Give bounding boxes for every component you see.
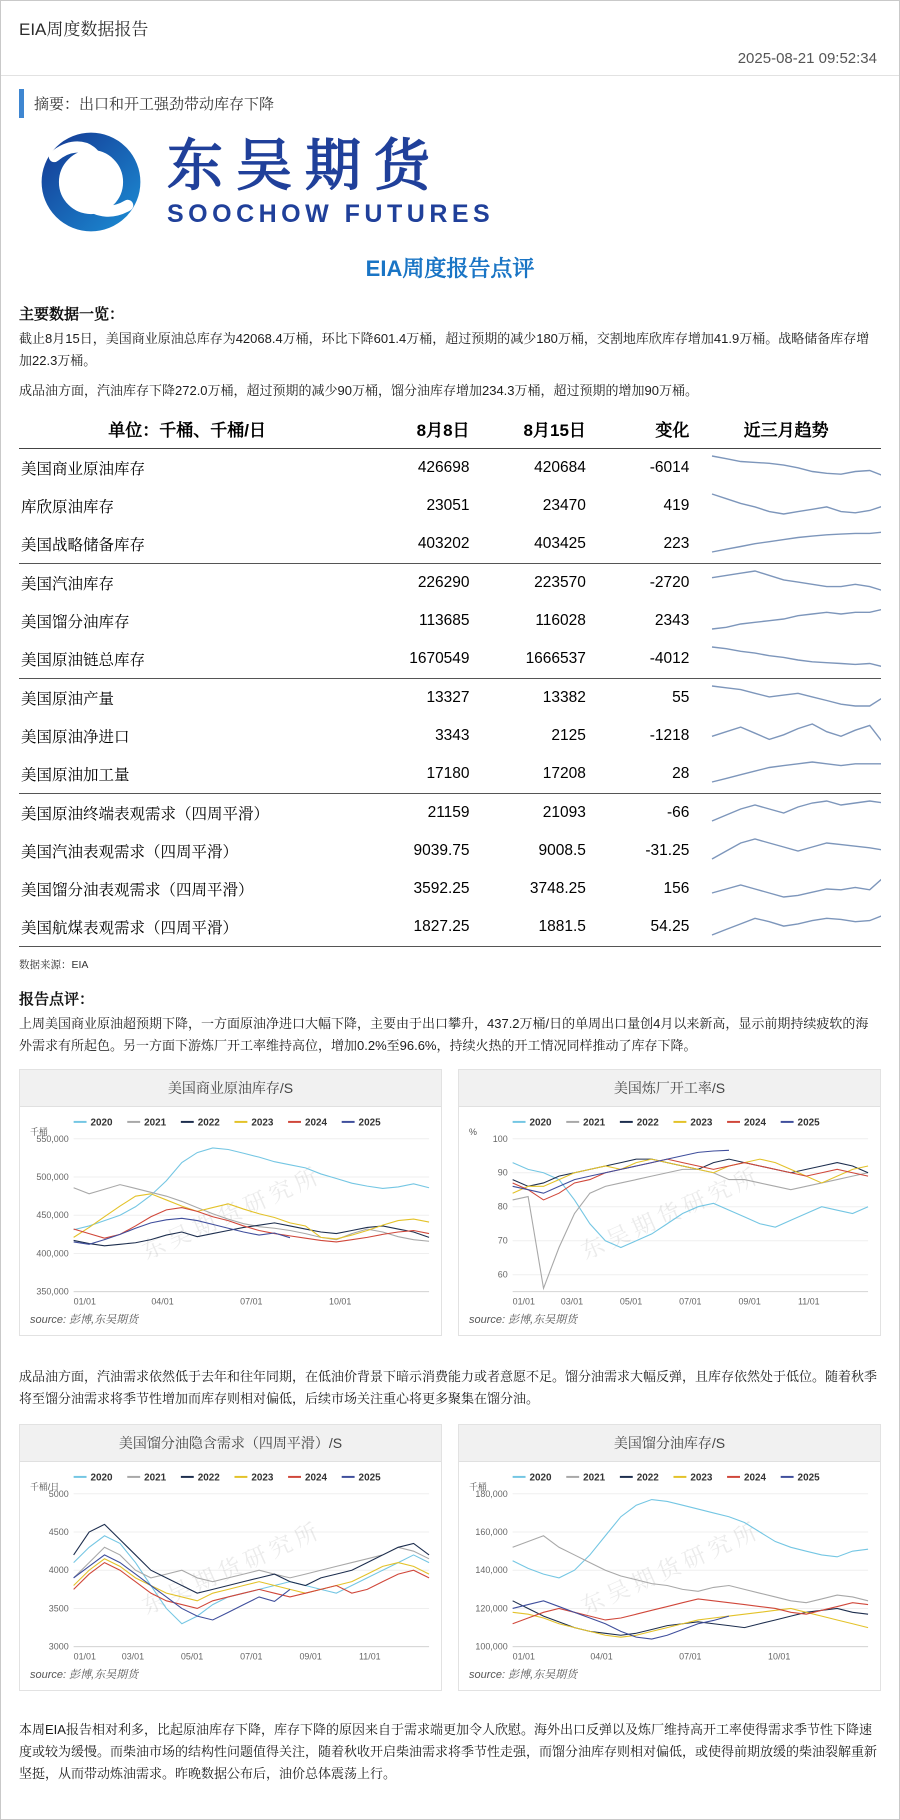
value-change: -31.25 — [645, 842, 690, 860]
value-aug8: 403202 — [355, 525, 471, 564]
chart-title-crude-inventory: 美国商业原油库存/S — [20, 1070, 441, 1107]
value-change: 419 — [663, 497, 690, 515]
value-aug15: 403425 — [472, 525, 588, 564]
svg-text:04/01: 04/01 — [590, 1651, 613, 1662]
value-aug8: 1827.25 — [355, 908, 471, 947]
svg-text:03/01: 03/01 — [560, 1297, 584, 1308]
value-aug15: 9008.5 — [538, 842, 586, 860]
value-change: -1218 — [649, 727, 690, 745]
svg-text:2023: 2023 — [690, 1117, 713, 1129]
col-header-change: 变化 — [588, 412, 691, 449]
svg-text:东吴期货研究所: 东吴期货研究所 — [576, 1161, 766, 1265]
table-row — [19, 679, 881, 718]
svg-text:100: 100 — [492, 1134, 508, 1145]
data-table-body — [19, 449, 881, 947]
row-label: 美国馏分油库存 — [21, 614, 130, 632]
svg-text:450,000: 450,000 — [36, 1210, 69, 1221]
svg-text:2022: 2022 — [636, 1472, 659, 1484]
logo-chinese-name: 东吴期货 — [167, 134, 443, 198]
chart-card-crude-inventory — [19, 1069, 442, 1336]
svg-text:500,000: 500,000 — [36, 1172, 69, 1183]
svg-text:2020: 2020 — [529, 1472, 552, 1484]
logo-english-name: SOOCHOW FUTURES — [167, 199, 495, 228]
svg-text:东吴期货研究所: 东吴期货研究所 — [137, 1161, 327, 1265]
page-title: EIA周度数据报告 — [19, 20, 149, 39]
svg-text:07/01: 07/01 — [240, 1651, 263, 1662]
chart-title-distillate-demand: 美国馏分油隐含需求（四周平滑）/S — [20, 1425, 441, 1462]
svg-text:东吴期货研究所: 东吴期货研究所 — [137, 1516, 327, 1620]
trend-sparkline — [691, 755, 881, 794]
table-row — [19, 755, 881, 794]
svg-text:千桶: 千桶 — [468, 1482, 487, 1493]
value-aug15: 420684 — [534, 459, 586, 477]
svg-text:01/01: 01/01 — [512, 1651, 535, 1662]
page-header — [1, 1, 899, 76]
mid-paragraph: 成品油方面，汽油需求依然低于去年和往年同期，在低油价背景下暗示消费能力或者意愿不足。馏分油需求大幅反弹，且库存依然处于低位。随着秋季将至馏分油需求将季节性增加而库存则相对偏低，后续市场关注重心将更多聚集在馏分油。 — [19, 1369, 878, 1407]
value-aug8: 21159 — [427, 804, 470, 822]
svg-text:11/01: 11/01 — [797, 1297, 820, 1308]
value-aug15: 1881.5 — [472, 908, 588, 947]
chart-title-refinery-utilization: 美国炼厂开工率/S — [459, 1070, 880, 1107]
row-label: 美国商业原油库存 — [21, 461, 146, 479]
svg-text:2025: 2025 — [358, 1117, 381, 1129]
svg-text:05/01: 05/01 — [180, 1651, 204, 1662]
value-aug8: 9039.75 — [413, 842, 470, 860]
svg-text:2023: 2023 — [251, 1472, 274, 1484]
value-aug15: 17208 — [472, 755, 588, 794]
data-source-note: 数据来源：EIA — [19, 959, 89, 972]
svg-text:180,000: 180,000 — [475, 1488, 508, 1499]
svg-text:2021: 2021 — [144, 1472, 167, 1484]
value-aug8: 113685 — [418, 612, 470, 630]
chart-source: source: 彭博,东吴期货 — [469, 1314, 578, 1327]
trend-sparkline — [691, 602, 881, 640]
svg-text:4500: 4500 — [48, 1527, 69, 1538]
value-aug15: 3748.25 — [529, 880, 586, 898]
trend-sparkline — [691, 640, 881, 679]
svg-text:2023: 2023 — [251, 1117, 274, 1129]
table-row — [19, 449, 881, 488]
trend-sparkline — [691, 679, 881, 718]
value-change: 54.25 — [588, 908, 691, 947]
svg-text:01/01: 01/01 — [73, 1297, 96, 1308]
charts-row-1 — [19, 1069, 881, 1336]
trend-sparkline — [691, 564, 881, 603]
svg-text:160,000: 160,000 — [475, 1527, 508, 1538]
svg-text:550,000: 550,000 — [36, 1134, 69, 1145]
svg-text:千桶: 千桶 — [29, 1127, 48, 1138]
value-change: 28 — [588, 755, 691, 794]
value-aug15: 1666537 — [472, 640, 588, 679]
svg-text:2021: 2021 — [583, 1117, 606, 1129]
chart-card-refinery-utilization — [458, 1069, 881, 1336]
svg-text:07/01: 07/01 — [679, 1651, 702, 1662]
svg-text:3000: 3000 — [48, 1641, 69, 1652]
value-aug15: 23470 — [542, 497, 586, 515]
svg-text:04/01: 04/01 — [151, 1297, 174, 1308]
table-row — [19, 794, 881, 833]
comment-section-title: 报告点评： — [19, 991, 95, 1009]
svg-text:01/01: 01/01 — [512, 1297, 535, 1308]
svg-text:2023: 2023 — [690, 1472, 713, 1484]
svg-text:5000: 5000 — [48, 1488, 69, 1499]
value-change: 55 — [672, 689, 690, 707]
chart-source: source: 彭博,东吴期货 — [30, 1668, 139, 1681]
summary-text: 摘要：出口和开工强劲带动库存下降 — [34, 96, 275, 113]
col-header-aug8: 8月8日 — [355, 412, 471, 449]
svg-text:2024: 2024 — [743, 1472, 767, 1484]
row-label: 美国航煤表观需求（四周平滑） — [19, 908, 355, 947]
svg-text:千桶/日: 千桶/日 — [29, 1482, 60, 1493]
row-label: 美国原油加工量 — [19, 755, 355, 794]
svg-text:11/01: 11/01 — [358, 1651, 381, 1662]
eia-data-table — [19, 412, 881, 947]
svg-text:4000: 4000 — [48, 1565, 69, 1576]
value-change: -66 — [666, 804, 690, 822]
svg-text:2020: 2020 — [529, 1117, 552, 1129]
row-label: 库欣原油库存 — [21, 499, 115, 517]
svg-text:350,000: 350,000 — [36, 1287, 69, 1298]
table-row — [19, 717, 881, 755]
value-aug15: 2125 — [551, 727, 586, 745]
svg-text:07/01: 07/01 — [240, 1297, 263, 1308]
comment-paragraph: 上周美国商业原油超预期下降，一方面原油净进口大幅下降，主要由于出口攀升，437.2万桶/日的单周出口量创4月以来新高，显示前期持续疲软的海外需求有所起色。另一方面下游炼厂开工率维持高位，增加0.2%至96.6%，持续火热的开工情况同样推动了库存下降。 — [19, 1016, 869, 1054]
table-row — [19, 870, 881, 908]
row-label: 美国馏分油表观需求（四周平滑） — [21, 882, 254, 900]
svg-text:09/01: 09/01 — [738, 1297, 761, 1308]
svg-text:2025: 2025 — [797, 1117, 820, 1129]
svg-text:2024: 2024 — [304, 1472, 328, 1484]
value-change: -6014 — [649, 459, 690, 477]
row-label: 美国原油终端表观需求（四周平滑） — [21, 806, 270, 824]
trend-sparkline — [691, 832, 881, 870]
row-label: 美国汽油库存 — [21, 576, 115, 594]
chart-source: source: 彭博,东吴期货 — [469, 1668, 578, 1681]
value-aug8: 3343 — [435, 727, 470, 745]
table-row — [19, 908, 881, 947]
svg-text:80: 80 — [497, 1202, 508, 1213]
svg-text:100,000: 100,000 — [475, 1641, 508, 1652]
trend-sparkline — [691, 525, 881, 564]
value-aug8: 23051 — [426, 497, 470, 515]
col-header-unit: 单位：千桶、千桶/日 — [19, 412, 355, 449]
value-aug8: 17180 — [355, 755, 471, 794]
value-change: -2720 — [649, 574, 690, 592]
report-timestamp: 2025-08-21 09:52:34 — [737, 50, 877, 67]
table-header-row — [19, 412, 881, 449]
soochow-logo-icon — [27, 126, 155, 238]
svg-text:07/01: 07/01 — [679, 1297, 702, 1308]
svg-text:3500: 3500 — [48, 1603, 69, 1614]
final-paragraph: 本周EIA报告相对利多，比起原油库存下降，库存下降的原因来自于需求端更加令人欣慰。海外出口反弹以及炼厂维持高开工率使得需求季节性下降速度或较为缓慢。而柴油市场的结构性问题值得关注，随着秋收开启柴油需求将季节性走强，而馏分油库存则相对偏低，或使得前期放缓的柴油裂解重新坚挺，从而带动炼油需求。昨晚数据公布后，油价总体震荡上行。 — [19, 1721, 878, 1781]
trend-sparkline — [691, 449, 881, 488]
distillate-inventory-line-chart — [459, 1462, 880, 1665]
chart-card-distillate-inventory — [458, 1424, 881, 1691]
table-row — [19, 487, 881, 525]
col-header-aug15: 8月15日 — [472, 412, 588, 449]
value-aug8: 1670549 — [355, 640, 471, 679]
svg-text:2020: 2020 — [90, 1472, 113, 1484]
value-change: -4012 — [588, 640, 691, 679]
overview-paragraph-1: 截止8月15日，美国商业原油总库存为42068.4万桶，环比下降601.4万桶，超过预期的减少180万桶，交割地库欣库存增加41.9万桶。战略储备库存增加22.3万桶。 — [19, 331, 870, 369]
svg-text:09/01: 09/01 — [299, 1651, 322, 1662]
svg-text:10/01: 10/01 — [329, 1297, 352, 1308]
value-aug8: 226290 — [417, 574, 470, 592]
svg-text:%: % — [468, 1127, 477, 1138]
svg-text:400,000: 400,000 — [36, 1248, 69, 1259]
svg-text:140,000: 140,000 — [475, 1565, 508, 1576]
svg-text:60: 60 — [497, 1270, 508, 1281]
row-label: 美国原油净进口 — [21, 729, 130, 747]
svg-text:03/01: 03/01 — [121, 1651, 145, 1662]
svg-text:2020: 2020 — [90, 1117, 113, 1129]
distillate-demand-line-chart — [20, 1462, 441, 1665]
chart-card-distillate-demand — [19, 1424, 442, 1691]
svg-text:70: 70 — [497, 1236, 508, 1247]
trend-sparkline — [691, 717, 881, 755]
report-heading: EIA周度报告点评 — [365, 256, 535, 281]
svg-text:10/01: 10/01 — [768, 1651, 791, 1662]
trend-sparkline — [691, 794, 881, 833]
overview-section-title: 主要数据一览： — [19, 306, 125, 323]
table-row — [19, 602, 881, 640]
chart-title-distillate-inventory: 美国馏分油库存/S — [459, 1425, 880, 1462]
crude-inventory-line-chart — [20, 1107, 441, 1310]
row-label: 美国汽油表观需求（四周平滑） — [21, 844, 239, 862]
col-header-trend: 近三月趋势 — [691, 412, 881, 449]
value-aug15: 21093 — [542, 804, 586, 822]
svg-text:2022: 2022 — [197, 1472, 220, 1484]
value-change: 2343 — [654, 612, 690, 630]
row-label: 美国战略储备库存 — [19, 525, 355, 564]
value-change: 156 — [663, 880, 690, 898]
svg-text:2022: 2022 — [636, 1117, 659, 1129]
table-row — [19, 525, 881, 564]
trend-sparkline — [691, 908, 881, 947]
svg-text:2022: 2022 — [197, 1117, 220, 1129]
chart-source: source: 彭博,东吴期货 — [30, 1314, 139, 1327]
svg-text:2021: 2021 — [583, 1472, 606, 1484]
value-aug8: 13327 — [426, 689, 470, 707]
value-aug15: 13382 — [542, 689, 586, 707]
value-aug15: 223570 — [534, 574, 586, 592]
overview-paragraph-2: 成品油方面，汽油库存下降272.0万桶，超过预期的减少90万桶，馏分油库存增加234.3万桶，超过预期的增加90万桶。 — [19, 383, 698, 399]
table-row — [19, 832, 881, 870]
trend-sparkline — [691, 870, 881, 908]
svg-text:2024: 2024 — [743, 1117, 767, 1129]
svg-text:01/01: 01/01 — [73, 1651, 96, 1662]
trend-sparkline — [691, 487, 881, 525]
svg-text:05/01: 05/01 — [619, 1297, 643, 1308]
svg-text:2025: 2025 — [358, 1472, 381, 1484]
value-aug15: 116028 — [535, 612, 586, 630]
row-label: 美国原油链总库存 — [19, 640, 355, 679]
value-aug8: 426698 — [417, 459, 470, 477]
table-row — [19, 564, 881, 603]
svg-text:2024: 2024 — [304, 1117, 328, 1129]
svg-text:2021: 2021 — [144, 1117, 167, 1129]
logo-text — [167, 135, 494, 229]
value-aug8: 3592.25 — [413, 880, 470, 898]
company-logo — [27, 126, 899, 238]
table-row — [19, 640, 881, 679]
value-change: 223 — [588, 525, 691, 564]
svg-text:120,000: 120,000 — [475, 1603, 508, 1614]
svg-text:东吴期货研究所: 东吴期货研究所 — [576, 1516, 766, 1620]
svg-text:2025: 2025 — [797, 1472, 820, 1484]
row-label: 美国原油产量 — [21, 691, 115, 709]
charts-row-2 — [19, 1424, 881, 1691]
svg-text:90: 90 — [497, 1168, 508, 1179]
refinery-utilization-line-chart — [459, 1107, 880, 1310]
summary-bar — [19, 89, 881, 118]
